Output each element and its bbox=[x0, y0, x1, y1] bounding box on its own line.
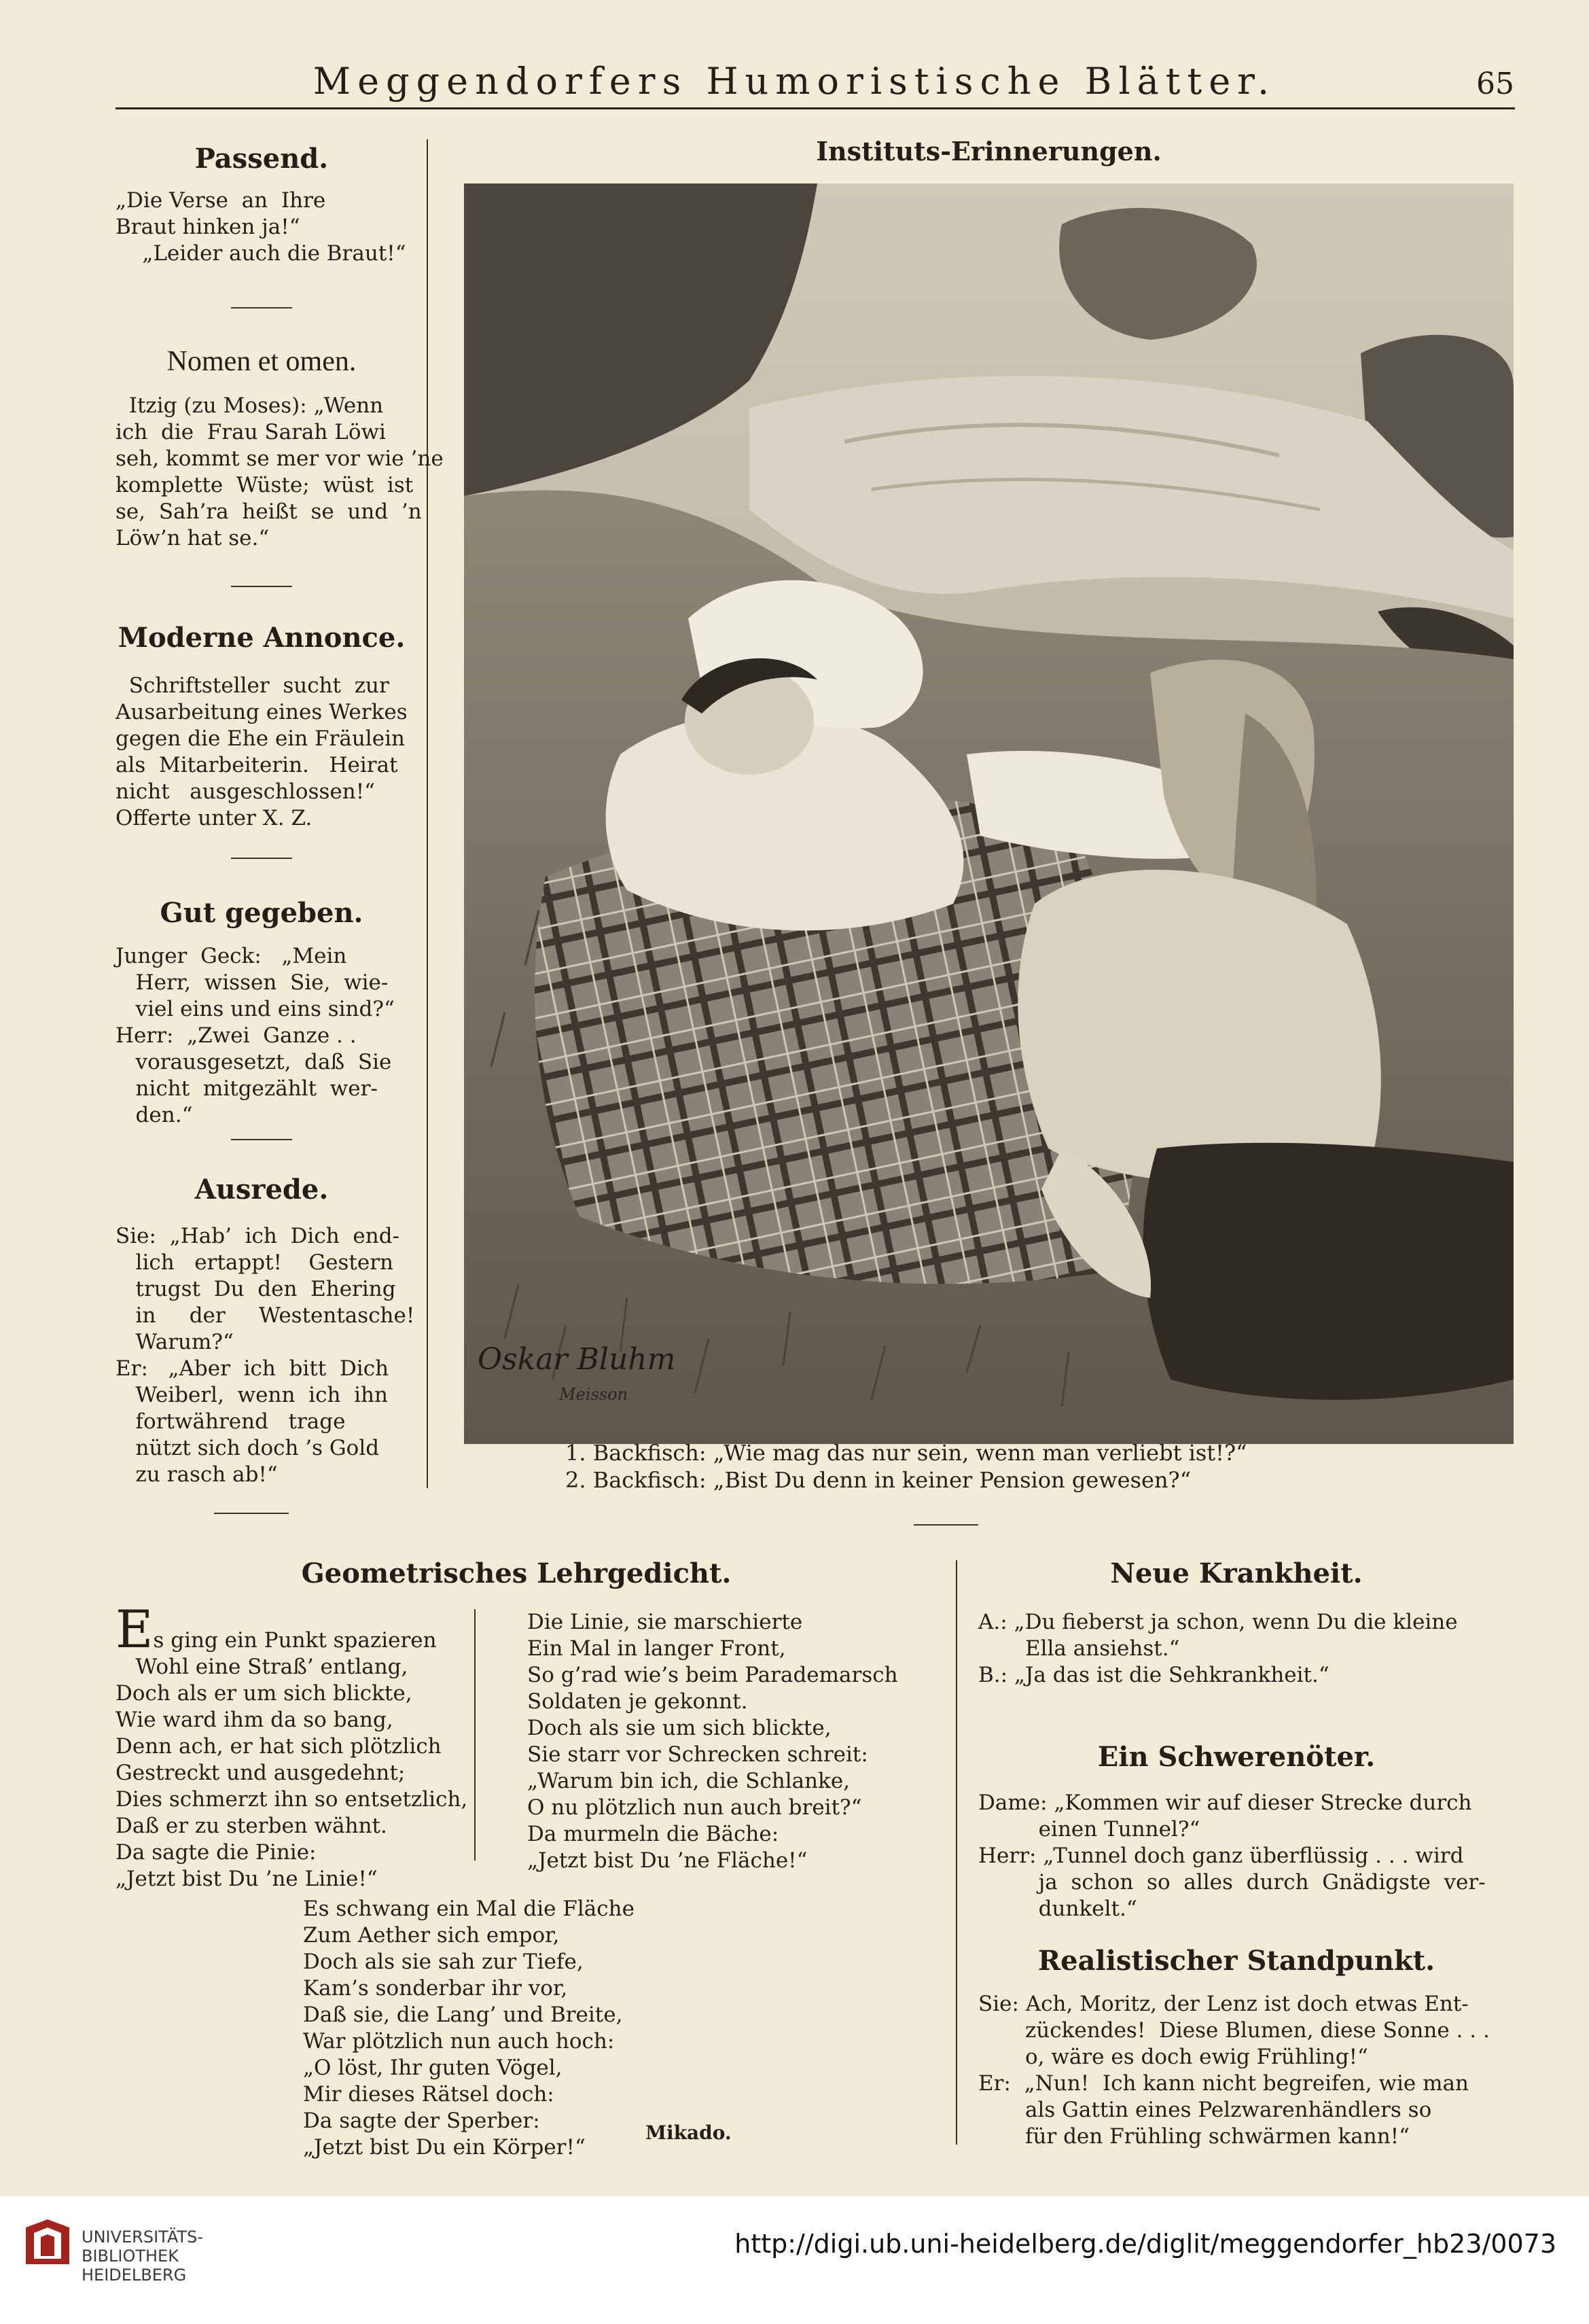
text-ein-schwerenoeter: Dame: „Kommen wir auf dieser Strecke durch einen Tunnel?“ Herr: „Tunnel doch ganz überflüssig . . . wird ja schon so alles durch Gnädigste ver- dunkelt.“ bbox=[978, 1791, 1486, 1921]
poem-stanza-2: Die Linie, sie marschierte Ein Mal in langer Front, So g’rad wie’s beim Parademarsch Soldaten je gekonnt. Doch als sie um sich blickte, Sie starr vor Schrecken schreit: „Warum bin ich, die Schlanke, O nu plötzlich nun auch breit?“ Da murmeln die Bäche: „Jetzt bist Du ’ne Fläche!“ bbox=[527, 1610, 898, 1873]
section-rule bbox=[231, 1139, 292, 1140]
university-library-logo bbox=[20, 2215, 75, 2270]
artist-signature: Oskar Bluhm bbox=[478, 1342, 676, 1377]
illustration-image bbox=[464, 183, 1514, 1444]
poem-stanza-3: Es schwang ein Mal die Fläche Zum Aether sich empor, Doch als sie sah zur Tiefe, Kam’s sonderbar ihr vor, Daß sie, die Lang’ und Breite, War plötzlich nun auch hoch: „O löst, Ihr guten Vögel, Mir dieses Rätsel doch: Da sagte der Sperber: „Jetzt bist Du ein Körper!“ bbox=[303, 1897, 635, 2160]
heading-ausrede: Ausrede. bbox=[194, 1174, 329, 1205]
source-url[interactable]: http://digi.ub.uni-heidelberg.de/diglit/meggendorfer_hb23/0073 bbox=[734, 2229, 1556, 2259]
heading-neue-krankheit: Neue Krankheit. bbox=[1110, 1557, 1363, 1589]
heading-passend: Passend. bbox=[194, 143, 329, 175]
poem-stanza-1-text: s ging ein Punkt spazieren Wohl eine Straß’ entlang, Doch als er um sich blickte, Wie ward ihm da so bang, Denn ach, er hat sich plötzlich Gestreckt und ausgedehnt; Dies schmerzt ihn so entsetzlich, Daß er zu sterben wähnt. Da sagte die Pinie: „Jetzt bist Du ’ne Linie!“ bbox=[115, 1628, 468, 1891]
heading-realistischer-standpunkt: Realistischer Standpunkt. bbox=[1037, 1945, 1435, 1977]
journal-title: Meggendorfers Humoristische Blätter. bbox=[313, 60, 1276, 103]
heading-ein-schwerenoeter: Ein Schwerenöter. bbox=[1097, 1741, 1376, 1773]
section-rule bbox=[231, 307, 292, 309]
heading-nomen-et-omen: Nomen et omen. bbox=[166, 346, 357, 377]
engraver-signature: Meisson bbox=[559, 1385, 628, 1404]
section-rule bbox=[914, 1524, 978, 1526]
poem-stanza-1 bbox=[115, 1599, 468, 1892]
heading-gut-gegeben: Gut gegeben. bbox=[160, 897, 363, 929]
column-divider bbox=[427, 139, 428, 1488]
illustration-caption: 1. Backfisch: „Wie mag das nur sein, wenn man verliebt ist!?“ 2. Backfisch: „Bist Du denn in keiner Pension gewesen?“ bbox=[565, 1440, 1247, 1493]
text-ausrede: Sie: „Hab’ ich Dich end- lich ertappt! Gestern trugst Du den Ehering in der Westentasche! Warum?“ Er: „Aber ich bitt Dich Weiberl, wenn ich ihn fortwährend trage nützt sich doch ’s Gold zu rasch ab!“ bbox=[115, 1224, 415, 1487]
illustration-title: Instituts-Erinnerungen. bbox=[816, 136, 1162, 166]
poem-column-divider bbox=[474, 1609, 476, 1861]
text-nomen-et-omen: Itzig (zu Moses): „Wenn ich die Frau Sarah Löwi seh, kommt se mer vor wie ’ne komplette Wüste; wüst ist se, Sah’ra heißt se und ’n Löw’n hat se.“ bbox=[115, 393, 444, 550]
heading-geometrisches-lehrgedicht: Geometrisches Lehrgedicht. bbox=[301, 1557, 732, 1589]
text-realistischer-standpunkt: Sie: Ach, Moritz, der Lenz ist doch etwas Ent- zückendes! Diese Blumen, diese Sonne . . . o, wäre es doch ewig Frühling!“ Er: „Nun! Ich kann nicht begreifen, wie man als Gattin eines Pelzwarenhändlers so für den Frühling schwärmen kann!“ bbox=[978, 1992, 1490, 2149]
text-gut-gegeben: Junger Geck: „Mein Herr, wissen Sie, wie- viel eins und eins sind?“ Herr: „Zwei Ganze . . vorausgesetzt, daß Sie nicht mitgezählt wer- den.“ bbox=[115, 944, 395, 1127]
library-name: UNIVERSITÄTS- BIBLIOTHEK HEIDELBERG bbox=[82, 2228, 204, 2285]
text-neue-krankheit: A.: „Du fieberst ja schon, wenn Du die kleine Ella ansiehst.“ B.: „Ja das ist die Sehkrankheit.“ bbox=[978, 1610, 1458, 1687]
column-divider bbox=[956, 1560, 957, 2145]
poem-author: Mikado. bbox=[645, 2121, 732, 2144]
section-rule bbox=[231, 586, 292, 587]
heading-moderne-annonce: Moderne Annonce. bbox=[118, 622, 406, 654]
section-rule bbox=[214, 1513, 289, 1514]
library-footer bbox=[0, 2196, 1589, 2324]
poem-drop-cap: E bbox=[115, 1599, 154, 1659]
text-moderne-annonce: Schriftsteller sucht zur Ausarbeitung eines Werkes gegen die Ehe ein Fräulein als Mitarbeiterin. Heirat nicht ausgeschlossen!“ Offerte unter X. Z. bbox=[115, 673, 408, 830]
text-passend: „Die Verse an Ihre Braut hinken ja!“ „Leider auch die Braut!“ bbox=[115, 188, 406, 266]
section-rule bbox=[231, 858, 292, 859]
header-rule bbox=[115, 107, 1515, 109]
page-number: 65 bbox=[1476, 67, 1514, 101]
